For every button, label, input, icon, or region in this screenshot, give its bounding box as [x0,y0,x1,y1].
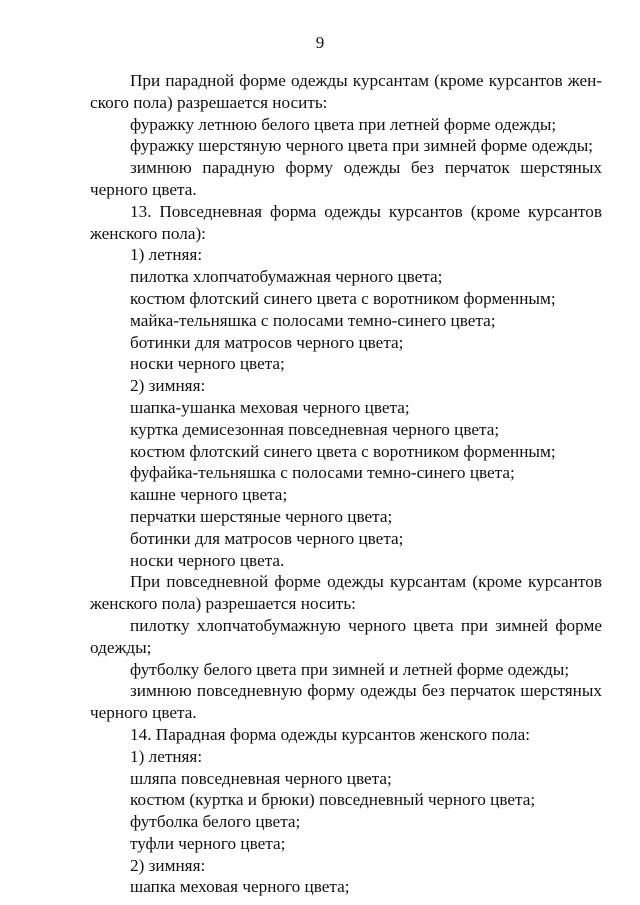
paragraph: фуфайка-тельняшка с полосами темно-синего цвета; [130,463,515,483]
paragraph: кашне черного цвета; [130,485,288,505]
paragraph: 14. Парадная форма одежды курсантов женского пола: [130,724,530,744]
paragraph: пилотку хлопчатобумажную черного цвета при зимней форме одежды; [90,615,602,657]
paragraph: костюм флотский синего цвета с воротником форменным; [130,441,556,461]
paragraph: шапка меховая черного цвета; [130,877,350,897]
paragraph: футболка белого цвета; [130,812,301,832]
paragraph: туфли черного цвета; [130,833,286,853]
paragraph: ботинки для матросов черного цвета; [130,332,404,352]
paragraph: 1) летняя: [130,245,203,265]
paragraph: костюм флотский синего цвета с воротником форменным; [130,288,556,308]
paragraph: 13. Повседневная форма одежды курсантов (кроме курсантов женского пола): [90,201,602,243]
paragraph: фуражку летнюю белого цвета при летней форме одежды; [130,114,557,134]
paragraph: носки черного цвета; [130,354,285,374]
paragraph: пилотка хлопчатобумажная черного цвета; [130,267,443,287]
paragraph: костюм (куртка и брюки) повседневный черного цвета; [130,790,536,810]
paragraph: При повседневной форме одежды курсантам (кроме курсантов женского пола) разрешается носить: [90,572,602,614]
paragraph: фуражку шерстяную черного цвета при зимней форме одежды; [130,136,594,156]
paragraph: шляпа повседневная черного цвета; [130,768,392,788]
document-body [90,70,602,898]
paragraph: зимнюю парадную форму одежды без перчаток шерстяных черного цвета. [90,158,602,199]
paragraph: зимнюю повседневную форму одежды без перчаток шерстяных черного цвета. [90,681,602,723]
paragraph: футболку белого цвета при зимней и летней форме одежды; [130,659,570,679]
paragraph: При парадной форме одежды курсантам (кроме курсантов жен-ского пола) разрешается носить: [90,71,602,112]
paragraph: 2) зимняя: [130,855,206,875]
paragraph: перчатки шерстяные черного цвета; [130,506,393,526]
paragraph: носки черного цвета. [130,550,285,570]
paragraph: 1) летняя: [130,746,203,766]
paragraph: шапка-ушанка меховая черного цвета; [130,397,410,417]
paragraph: майка-тельняшка с полосами темно-синего цвета; [130,310,496,330]
paragraph: 2) зимняя: [130,376,206,396]
page-number: 9 [315,33,325,52]
paragraph: ботинки для матросов черного цвета; [130,528,404,548]
paragraph: куртка демисезонная повседневная черного цвета; [130,419,500,439]
